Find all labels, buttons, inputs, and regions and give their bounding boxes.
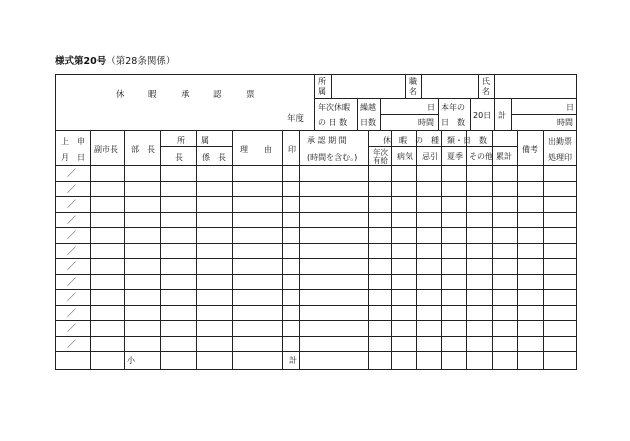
row-date-slash: ／ xyxy=(67,169,77,179)
form-title-char: 暇 xyxy=(148,90,157,100)
total-day-unit: 日 xyxy=(566,103,574,112)
total-label: 計 xyxy=(498,111,506,120)
col-seal: 印 xyxy=(288,145,296,154)
form-reference: （第28条関係） xyxy=(106,56,176,67)
total-hours-unit: 時間 xyxy=(557,118,573,127)
col-attendance: 処理印 xyxy=(548,153,572,162)
col-subsection-head: 係 長 xyxy=(202,153,226,162)
annual-leave-label: の 日 数 xyxy=(318,118,348,127)
carryover-label: 繰越 xyxy=(360,103,376,112)
col-section-head: 長 xyxy=(175,153,183,162)
col-date-label: 上 申 xyxy=(61,137,85,146)
col-reason: 理 由 xyxy=(240,145,272,154)
sub-annual-paid: 年次 xyxy=(373,148,388,157)
sub-sick: 病気 xyxy=(397,152,413,161)
subtotal-left: 小 xyxy=(127,356,135,365)
col-period: 承 認 期 間 xyxy=(307,136,347,145)
sub-cumulative: 累計 xyxy=(496,152,512,161)
col-remarks: 備考 xyxy=(522,145,538,154)
hours-unit: 時間 xyxy=(418,118,434,127)
col-period: (時間を含む。) xyxy=(307,153,358,162)
col-affiliation: 所 属 xyxy=(177,136,209,145)
this-year-days: 20日 xyxy=(473,111,492,120)
row-date-slash: ／ xyxy=(67,340,77,350)
position-label: 職 xyxy=(409,77,417,86)
col-date-label: 月 日 xyxy=(61,153,85,162)
row-date-slash: ／ xyxy=(67,324,77,334)
row-date-slash: ／ xyxy=(67,216,77,226)
form-title-char: 承 xyxy=(181,90,190,100)
row-date-slash: ／ xyxy=(67,309,77,319)
name-label: 氏 xyxy=(482,77,490,86)
form-title-char: 票 xyxy=(246,90,255,100)
carryover-label: 日数 xyxy=(360,118,376,127)
sub-other: その他 xyxy=(469,152,493,161)
row-date-slash: ／ xyxy=(67,231,77,241)
position-label: 名 xyxy=(409,87,417,96)
form-title-char: 休 xyxy=(116,90,125,100)
affiliation-label: 属 xyxy=(318,87,326,96)
form-number: 様式第20号 xyxy=(55,56,107,67)
year-label: 年度 xyxy=(287,114,305,124)
row-date-slash: ／ xyxy=(67,200,77,210)
row-date-slash: ／ xyxy=(67,278,77,288)
sub-summer: 夏季 xyxy=(447,152,463,161)
subtotal-right: 計 xyxy=(289,356,297,365)
this-year-label: 本年の xyxy=(441,103,465,112)
col-leave-types: 休 暇 の 種 類・日 数 xyxy=(383,136,487,145)
row-date-slash: ／ xyxy=(67,262,77,272)
row-date-slash: ／ xyxy=(67,247,77,257)
sub-annual-paid: 有給 xyxy=(373,156,388,165)
this-year-label: 日 数 xyxy=(441,118,465,127)
day-unit: 日 xyxy=(427,103,435,112)
col-director: 部 長 xyxy=(131,145,155,154)
row-date-slash: ／ xyxy=(67,185,77,195)
form-title-char: 認 xyxy=(213,90,222,100)
col-attendance: 出勤票 xyxy=(548,137,572,146)
name-label: 名 xyxy=(482,87,490,96)
annual-leave-label: 年次休暇 xyxy=(318,103,350,112)
sub-bereavement: 忌引 xyxy=(422,152,438,161)
affiliation-label: 所 xyxy=(318,77,326,86)
row-date-slash: ／ xyxy=(67,293,77,303)
col-deputy-mayor: 副市長 xyxy=(94,145,118,154)
